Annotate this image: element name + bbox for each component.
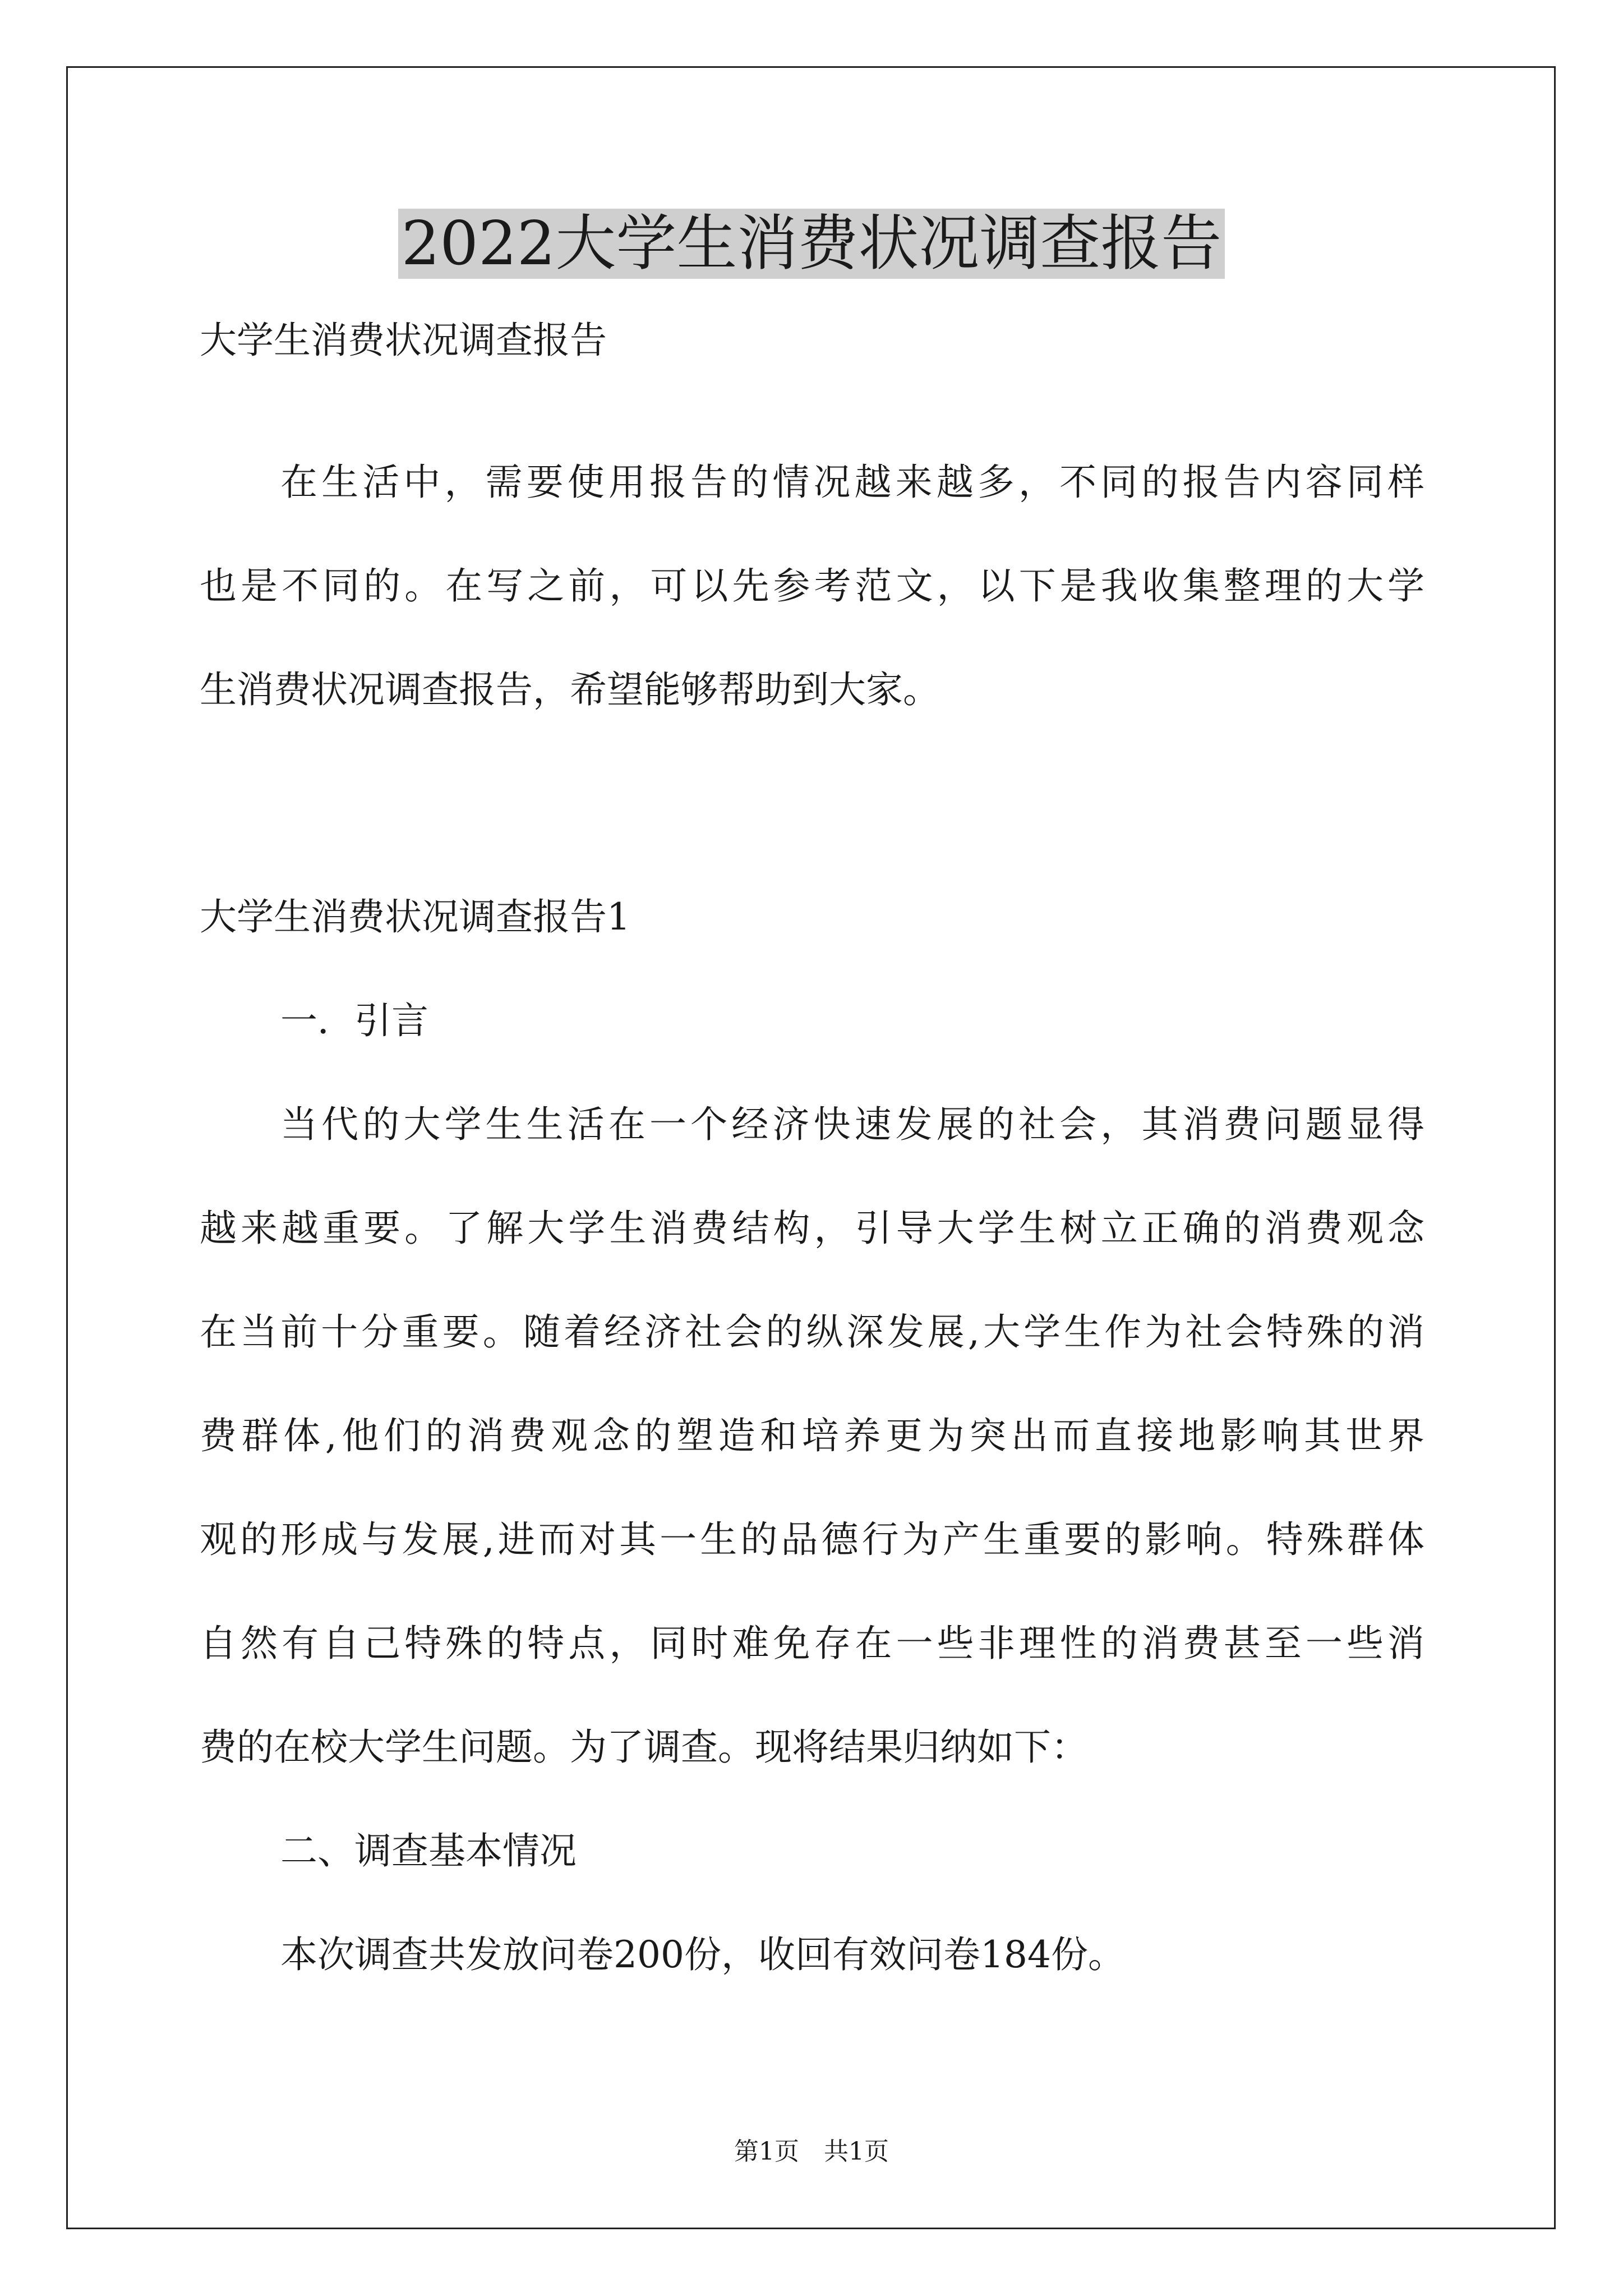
part1-heading: 一．引言	[280, 999, 428, 1042]
intro-line-3: 生消费状况调查报告，希望能够帮助到大家。	[200, 668, 940, 711]
part1-line-6: 自然有自己特殊的特点，同时难免存在一些非理性的消费甚至一些消	[200, 1622, 1424, 1665]
part2-heading: 二、调查基本情况	[280, 1829, 577, 1872]
document-subtitle: 大学生消费状况调查报告	[200, 319, 607, 362]
part1-line-1: 当代的大学生生活在一个经济快速发展的社会，其消费问题显得	[280, 1103, 1424, 1146]
intro-line-1: 在生活中，需要使用报告的情况越来越多，不同的报告内容同样	[280, 461, 1424, 504]
part1-line-4: 费群体,他们的消费观念的塑造和培养更为突出而直接地影响其世界	[200, 1414, 1424, 1457]
intro-line-2: 也是不同的。在写之前，可以先参考范文，以下是我收集整理的大学	[200, 564, 1424, 608]
page-footer: 第1页 共1页	[734, 2137, 889, 2166]
section-heading: 大学生消费状况调查报告1	[200, 895, 630, 938]
document-title-text: 2022大学生消费状况调查报告	[398, 209, 1225, 279]
part1-line-2: 越来越重要。了解大学生消费结构，引导大学生树立正确的消费观念	[200, 1207, 1424, 1250]
part1-line-7: 费的在校大学生问题。为了调查。现将结果归纳如下：	[200, 1726, 1088, 1769]
part1-line-5: 观的形成与发展,进而对其一生的品德行为产生重要的影响。特殊群体	[200, 1518, 1424, 1561]
part2-line: 本次调查共发放问卷200份，收回有效问卷184份。	[280, 1933, 1125, 1976]
document-title	[0, 202, 1623, 286]
part1-line-3: 在当前十分重要。随着经济社会的纵深发展,大学生作为社会特殊的消	[200, 1310, 1424, 1354]
